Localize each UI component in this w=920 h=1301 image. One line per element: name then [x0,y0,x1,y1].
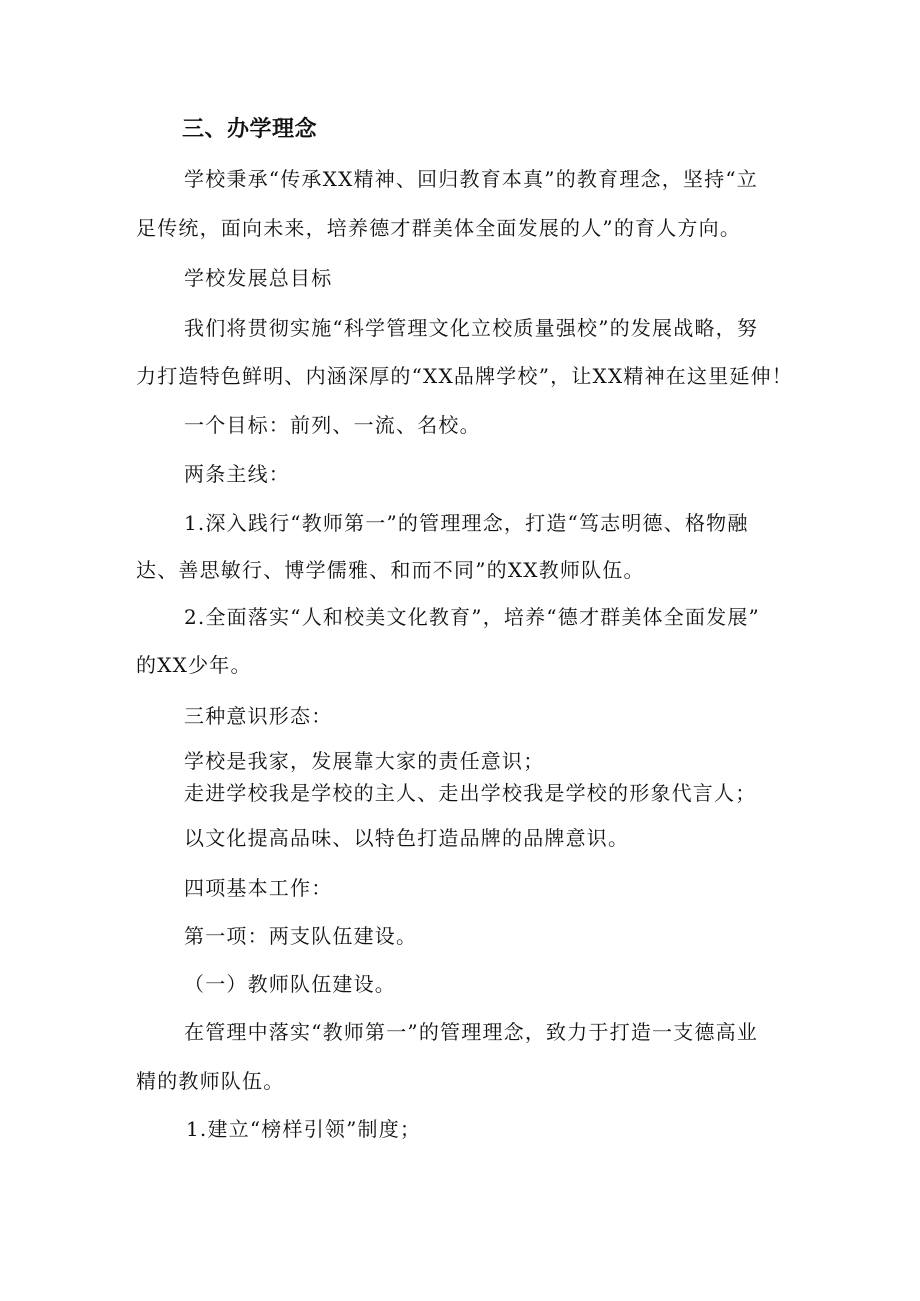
paragraph-line: 走进学校我是学校的主人、走出学校我是学校的形象代言人； [184,781,757,805]
list-item-line: 1.建立“榜样引领”制度； [186,1117,422,1141]
list-item-line: 达、善思敏行、博学儒雅、和而不同”的XX教师队伍。 [136,558,645,582]
paragraph-line: 第一项：两支队伍建设。 [184,924,418,948]
subheading: 学校发展总目标 [184,266,333,290]
subheading: 三种意识形态： [184,704,333,728]
list-item-line: 的XX少年。 [136,653,252,677]
section-heading: 三、办学理念 [182,117,318,142]
paragraph-line: 我们将贯彻实施“科学管理文化立校质量强校”的发展战略，努 [184,316,759,340]
paragraph-line: 学校是我家，发展靠大家的责任意识； [184,749,545,773]
paragraph-line: 精的教师队伍。 [136,1069,285,1093]
paragraph-line: 足传统，面向未来，培养德才群美体全面发展的人”的育人方向。 [136,216,742,240]
list-item-line: 1.深入践行“教师第一”的管理理念，打造“笃志明德、格物融 [184,511,749,535]
paragraph-line: 以文化提高品味、以特色打造品牌的品牌意识。 [184,826,630,850]
paragraph-line: 力打造特色鲜明、内涵深厚的“XX品牌学校”，让XX精神在这里延伸！ [136,364,794,388]
subheading: 四项基本工作： [184,876,333,900]
subheading: （一）教师队伍建设。 [184,972,396,996]
subheading: 两条主线： [184,462,290,486]
list-item-line: 2.全面落实“人和校美文化教育”，培养“德才群美体全面发展” [184,605,760,629]
paragraph-line: 学校秉承“传承XX精神、回归教育本真”的教育理念，坚持“立 [184,167,758,191]
paragraph-line: 一个目标：前列、一流、名校。 [184,413,481,437]
paragraph-line: 在管理中落实“教师第一”的管理理念，致力于打造一支德高业 [184,1020,759,1044]
